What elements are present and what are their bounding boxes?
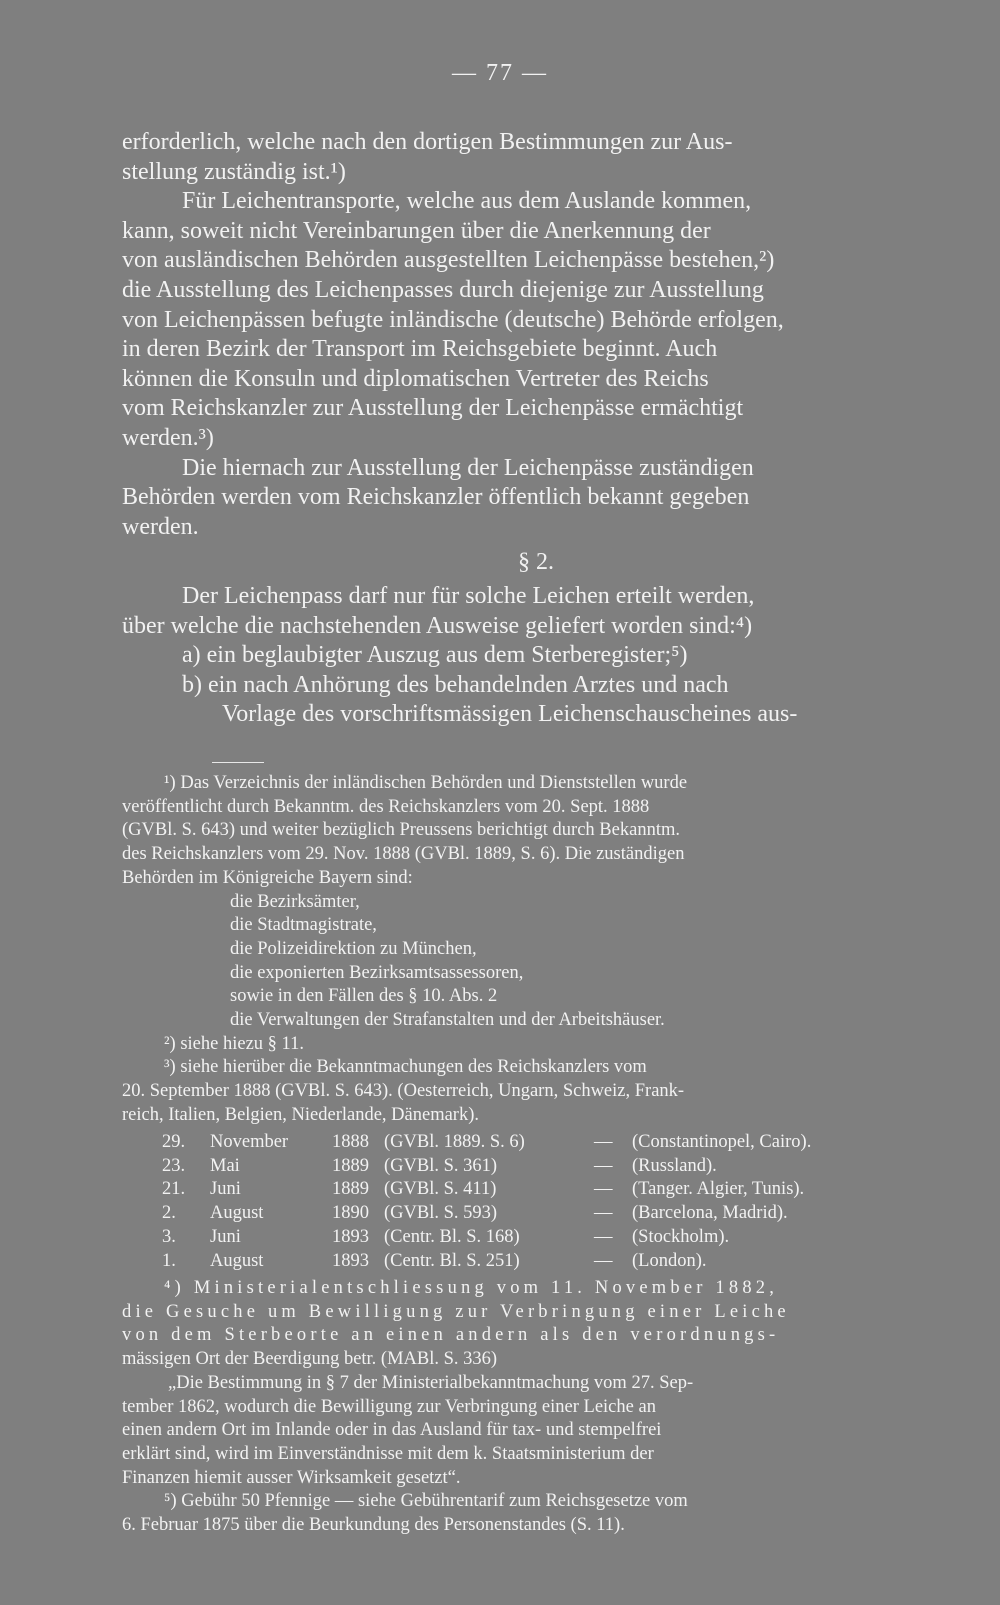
table-cell: August (210, 1250, 264, 1271)
footnote-line: ⁴) Ministerialentschliessung vom 11. November 1882, (164, 1278, 779, 1298)
footnote-line: sowie in den Fällen des § 10. Abs. 2 (230, 986, 498, 1007)
footnote-line: die Stadtmagistrate, (230, 915, 377, 936)
text-line: kann, soweit nicht Vereinbarungen über die Anerkennung der (122, 217, 711, 244)
text-line: stellung zuständig ist.¹) (122, 158, 346, 185)
table-cell: Juni (210, 1226, 241, 1247)
table-cell: (London). (632, 1250, 707, 1271)
table-cell: 2. (162, 1203, 176, 1224)
footnote-line: die Gesuche um Bewilligung zur Verbringung einer Leiche (122, 1301, 790, 1322)
footnote-line: 20. September 1888 (GVBl. S. 643). (Oesterreich, Ungarn, Schweiz, Frank- (122, 1081, 685, 1102)
footnote-line: Finanzen hiemit ausser Wirksamkeit gesetzt“. (122, 1467, 461, 1488)
footnote-line: ¹) Das Verzeichnis der inländischen Behörden und Dienststellen wurde (164, 773, 688, 793)
footnote-line: 6. Februar 1875 über die Beurkundung des Personenstandes (S. 11). (122, 1515, 625, 1536)
table-cell: 1889 (332, 1155, 369, 1176)
table-cell: — (594, 1203, 613, 1224)
footnote-line: des Reichskanzlers vom 29. Nov. 1888 (GVBl. 1889, S. 6). Die zuständigen (122, 844, 685, 865)
table-cell: November (210, 1132, 289, 1152)
table-cell: (Russland). (632, 1155, 717, 1176)
footnotes (122, 772, 950, 1128)
footnote-line: die Verwaltungen der Strafanstalten und der Arbeitshäuser. (230, 1010, 665, 1031)
footnote-line: die Bezirksämter, (230, 891, 360, 912)
footnote-divider (212, 762, 264, 763)
footnote-line: (GVBl. S. 643) und weiter bezüglich Preussens berichtigt durch Bekanntm. (122, 820, 680, 841)
table-cell: (Tanger. Algier, Tunis). (632, 1179, 805, 1200)
table-cell: August (210, 1203, 264, 1224)
table-cell: (Centr. Bl. S. 251) (384, 1250, 520, 1271)
text-line: von Leichenpässen befugte inländische (deutsche) Behörde erfolgen, (122, 306, 784, 333)
table-cell: — (594, 1226, 613, 1247)
footnote-line: Behörden im Königreiche Bayern sind: (122, 867, 413, 888)
footnotes-continued (122, 1277, 950, 1538)
footnote-line: einen andern Ort im Inlande oder in das Ausland für tax- und stempelfrei (122, 1420, 662, 1441)
text-line: Der Leichenpass darf nur für solche Leichen erteilt werden, (182, 582, 755, 609)
text-line: Behörden werden vom Reichskanzler öffentlich bekannt gegeben (122, 484, 750, 511)
table-cell: (GVBl. 1889. S. 6) (384, 1132, 525, 1152)
text-line: die Ausstellung des Leichenpasses durch diejenige zur Ausstellung (122, 276, 764, 303)
table-cell: 3. (162, 1226, 176, 1247)
table-cell: (Centr. Bl. S. 168) (384, 1226, 520, 1247)
table-cell: — (594, 1250, 613, 1271)
footnote-line: reich, Italien, Belgien, Niederlande, Dänemark). (122, 1104, 479, 1125)
table-cell: (Constantinopel, Cairo). (632, 1132, 812, 1152)
text-line: werden.³) (122, 424, 214, 451)
text-line: über welche die nachstehenden Ausweise geliefert worden sind:⁴) (122, 612, 753, 639)
table-cell: (GVBl. S. 361) (384, 1155, 498, 1176)
footnote-line: veröffentlicht durch Bekanntm. des Reichskanzlers vom 20. Sept. 1888 (122, 796, 650, 817)
footnote-line: ²) siehe hiezu § 11. (164, 1033, 304, 1054)
list-item: Vorlage des vorschriftsmässigen Leichenschauscheines aus- (222, 701, 798, 728)
page-number: — 77 — (452, 60, 548, 86)
text-line: können die Konsuln und diplomatischen Vertreter des Reichs (122, 365, 709, 392)
table-cell: 29. (162, 1132, 186, 1152)
table-cell: 23. (162, 1155, 186, 1176)
text-line: erforderlich, welche nach den dortigen Bestimmungen zur Aus- (122, 129, 733, 155)
table-cell: (Barcelona, Madrid). (632, 1203, 788, 1224)
footnote-line: mässigen Ort der Beerdigung betr. (MABl. S. 336) (122, 1349, 498, 1370)
table-cell: 1893 (332, 1226, 369, 1247)
footnote-line: „Die Bestimmung in § 7 der Ministerialbekanntmachung vom 27. Sep- (168, 1372, 694, 1393)
main-text (122, 128, 950, 730)
footnote-line: tember 1862, wodurch die Bewilligung zur Verbringung einer Leiche an (122, 1396, 656, 1417)
text-line: Für Leichentransporte, welche aus dem Auslande kommen, (182, 188, 752, 215)
text-line: von ausländischen Behörden ausgestellten Leichenpässe bestehen,²) (122, 247, 775, 274)
table-cell: — (594, 1155, 613, 1176)
table-cell: (Stockholm). (632, 1226, 730, 1247)
table-cell: 21. (162, 1179, 186, 1200)
text-line: in deren Bezirk der Transport im Reichsgebiete beginnt. Auch (122, 336, 718, 363)
text-line: vom Reichskanzler zur Ausstellung der Leichenpässe ermächtigt (122, 395, 744, 422)
footnote-line: die Polizeidirektion zu München, (230, 938, 477, 959)
list-item: b) ein nach Anhörung des behandelnden Arztes und nach (182, 671, 729, 698)
list-item: a) ein beglaubigter Auszug aus dem Sterberegister;⁵) (182, 642, 688, 669)
table-cell: (GVBl. S. 593) (384, 1203, 498, 1224)
table-cell: — (594, 1179, 613, 1200)
footnote-line: die exponierten Bezirksamtsassessoren, (230, 962, 524, 983)
table-cell: (GVBl. S. 411) (384, 1179, 497, 1200)
footnote-line: erklärt sind, wird im Einverständnisse mit dem k. Staatsministerium der (122, 1443, 654, 1464)
table-cell: Juni (210, 1179, 241, 1200)
table-cell: Mai (210, 1155, 240, 1176)
table-cell: — (594, 1132, 613, 1152)
table-cell: 1888 (332, 1132, 369, 1152)
text-line: Die hiernach zur Ausstellung der Leichenpässe zuständigen (182, 454, 754, 481)
table-cell: 1. (162, 1250, 176, 1271)
footnote-line: ⁵) Gebühr 50 Pfennige — siehe Gebührentarif zum Reichsgesetze vom (164, 1491, 688, 1512)
text-line: werden. (122, 513, 199, 540)
footnote-line: ³) siehe hierüber die Bekanntmachungen des Reichskanzlers vom (164, 1057, 647, 1078)
table-cell: 1893 (332, 1250, 369, 1271)
table-cell: 1890 (332, 1203, 369, 1224)
table-cell: 1889 (332, 1179, 369, 1200)
footnote-line: von dem Sterbeorte an einen andern als den verordnungs- (122, 1325, 780, 1346)
section-heading: § 2. (518, 549, 554, 576)
